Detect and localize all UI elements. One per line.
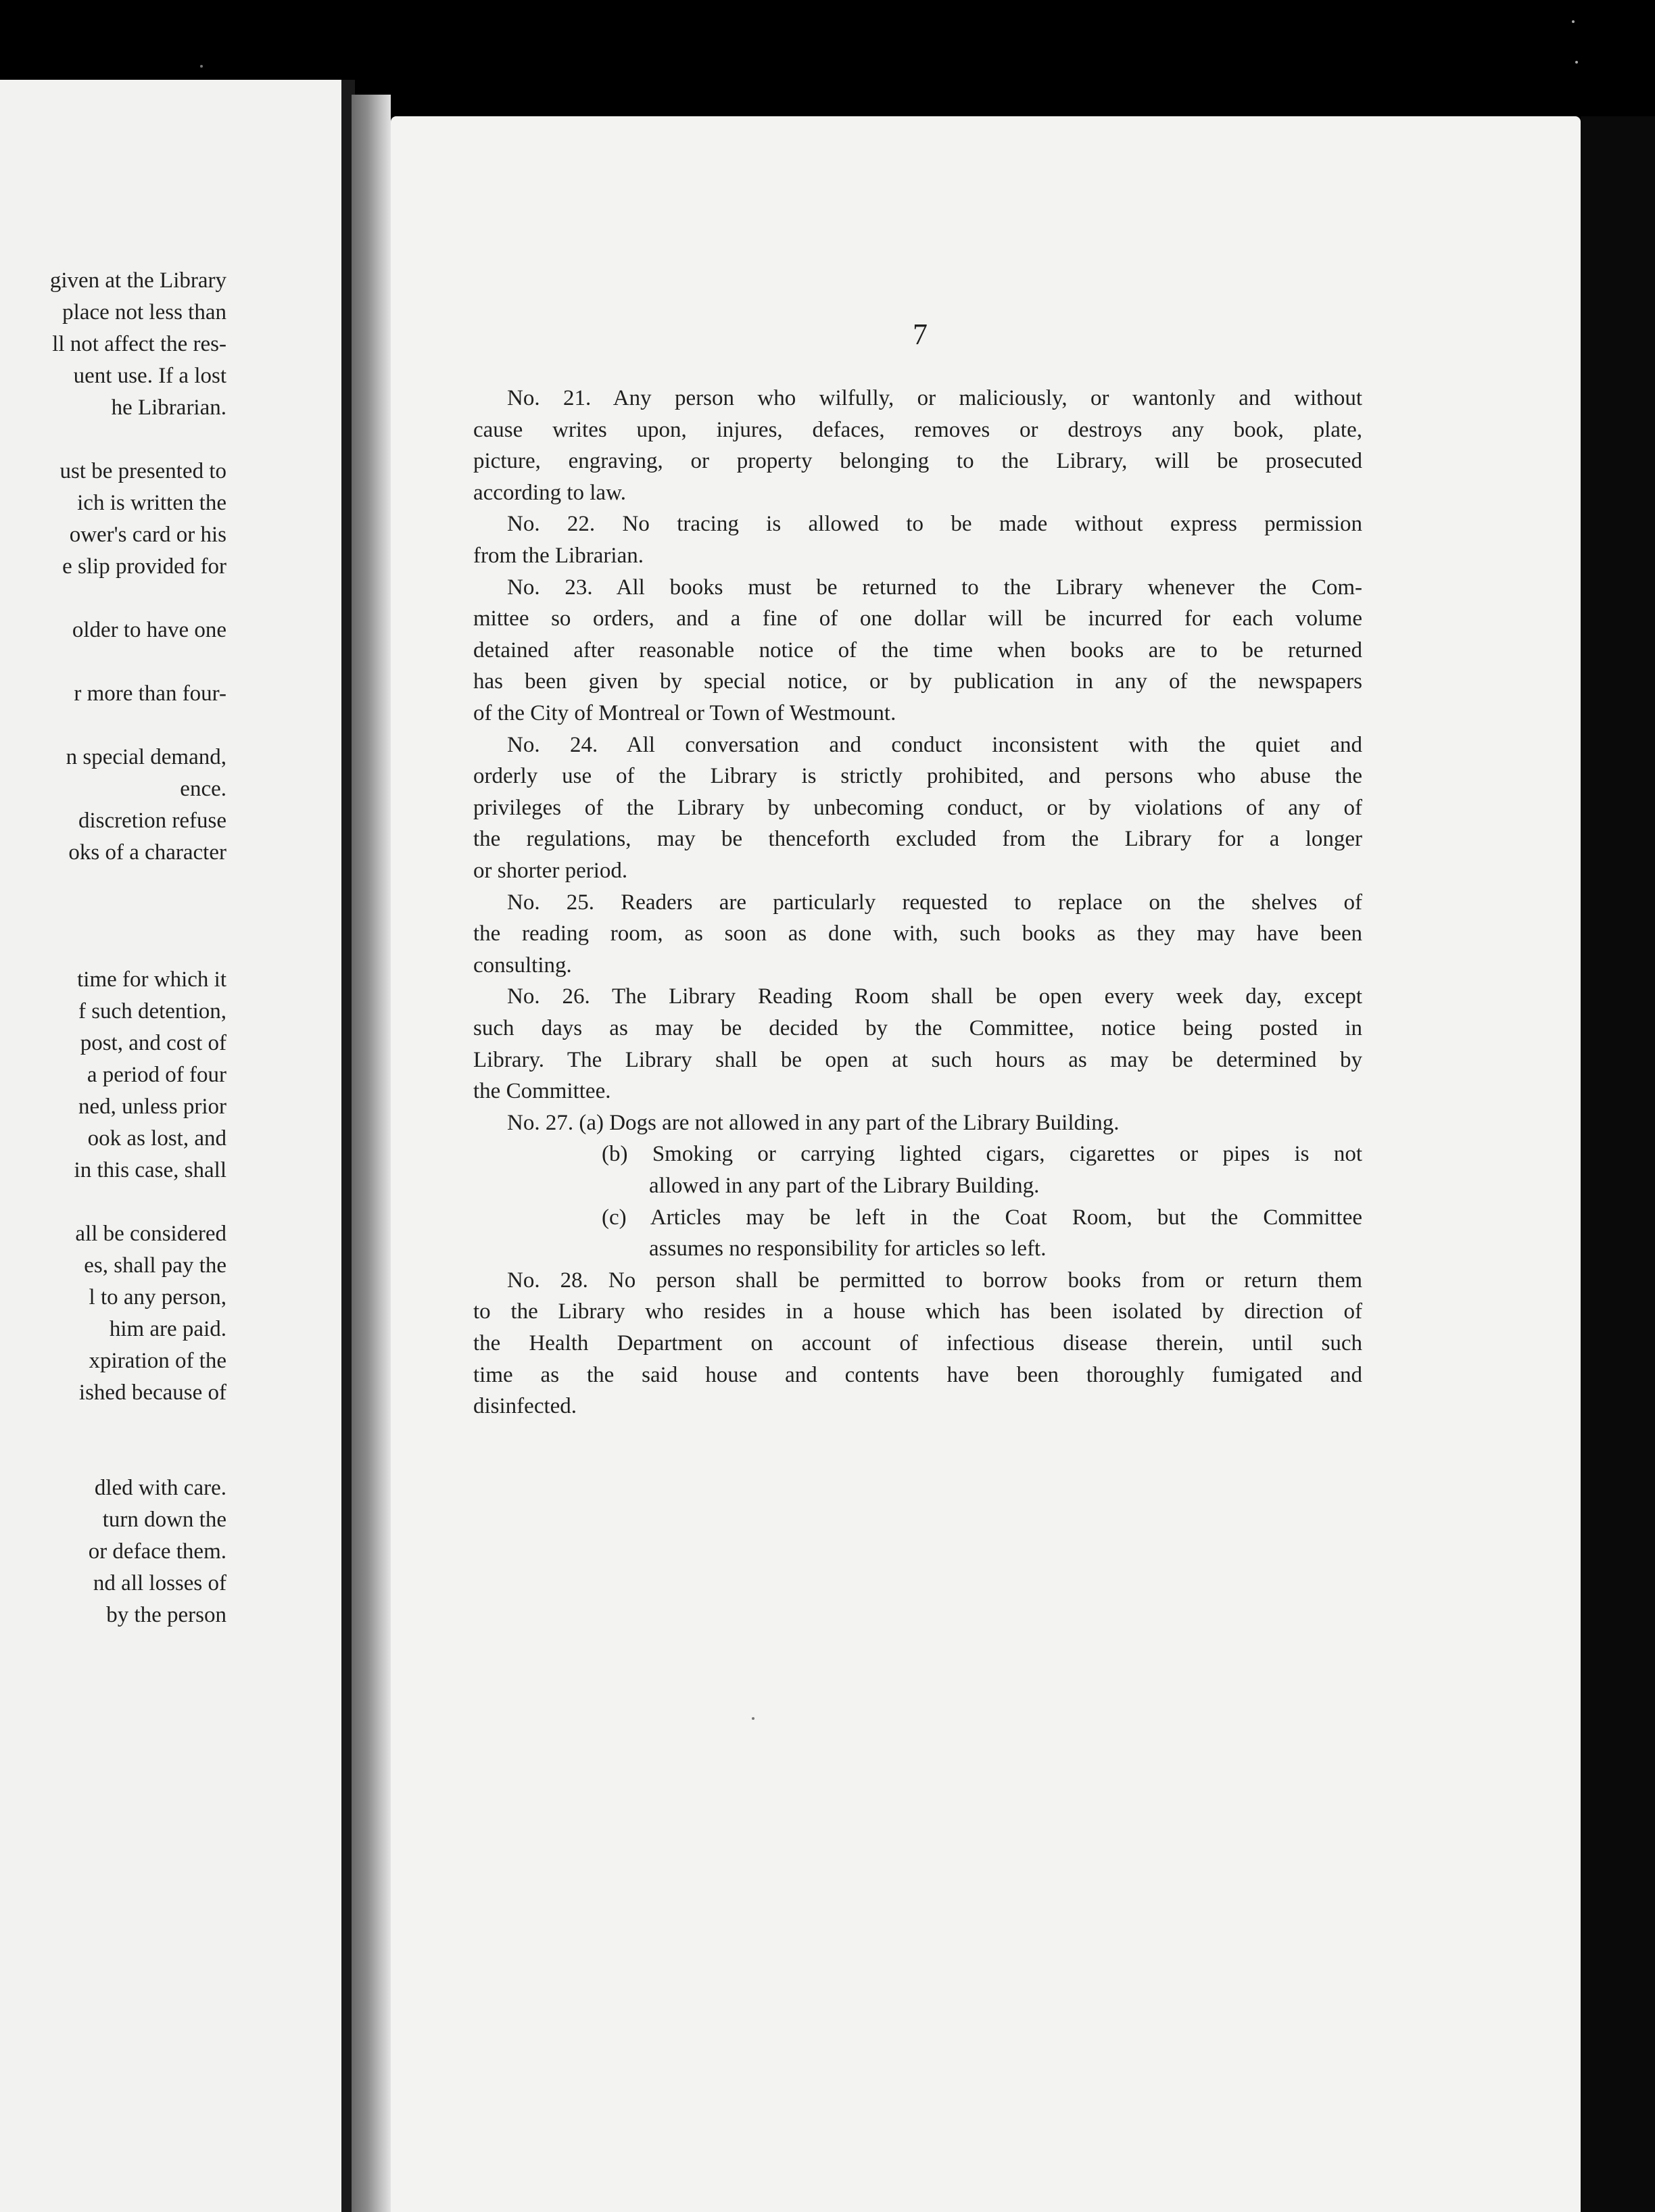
left-page-line: oks of a character (68, 840, 226, 865)
right-page-line: No. 26. The Library Reading Room shall be open every week day, except (507, 984, 1362, 1009)
speck (200, 65, 203, 68)
left-page-line: n special demand, (66, 745, 226, 769)
left-page-line: a period of four (87, 1063, 226, 1087)
right-page-line: allowed in any part of the Library Building. (649, 1174, 1040, 1198)
left-page (0, 80, 341, 2212)
left-page-line: post, and cost of (80, 1031, 226, 1055)
right-page-line: has been given by special notice, or by publication in any of the newspapers (473, 669, 1362, 694)
right-page-line: consulting. (473, 953, 572, 978)
right-page-line: No. 21. Any person who wilfully, or maliciously, or wantonly and without (507, 386, 1362, 410)
left-page-line: ished because of (78, 1380, 226, 1405)
left-page-line: all be considered (75, 1222, 226, 1246)
right-page-line: time as the said house and contents have been thoroughly fumigated and (473, 1362, 1362, 1387)
left-page-line: e slip provided for (62, 554, 226, 579)
left-page-line: discretion refuse (78, 809, 226, 833)
right-page-line: No. 22. No tracing is allowed to be made without express permission (507, 512, 1362, 537)
page-edge-background (1581, 116, 1655, 2212)
left-page-line: by the person (106, 1603, 226, 1627)
left-page-line: dled with care. (94, 1476, 226, 1500)
left-page-line: ned, unless prior (78, 1095, 226, 1119)
left-page-line: ower's card or his (69, 523, 226, 547)
left-page-line: turn down the (102, 1508, 226, 1532)
left-page-line: given at the Library (49, 268, 226, 293)
right-page-line: the reading room, as soon as done with, such books as they may have been (473, 921, 1362, 946)
left-page-line: ich is written the (77, 491, 226, 515)
right-page-line: No. 25. Readers are particularly requested to replace on the shelves of (507, 890, 1362, 915)
speck (1572, 20, 1575, 23)
right-page-line: No. 23. All books must be returned to the Library whenever the Com- (507, 575, 1362, 600)
right-page-line: disinfected. (473, 1394, 577, 1419)
right-page-line: of the City of Montreal or Town of Westmount. (473, 701, 896, 725)
right-page-line: detained after reasonable notice of the time when books are to be returned (473, 638, 1362, 663)
right-page-line: cause writes upon, injures, defaces, removes or destroys any book, plate, (473, 417, 1362, 442)
binding-gutter (352, 95, 391, 2212)
right-page-line: picture, engraving, or property belonging to the Library, will be prosecuted (473, 449, 1362, 474)
right-page-line: (c) Articles may be left in the Coat Room, but the Committee (602, 1205, 1362, 1230)
right-page-line: privileges of the Library by unbecoming conduct, or by violations of any of (473, 795, 1362, 820)
left-page-line: ook as lost, and (87, 1126, 226, 1151)
left-page-line: l to any person, (89, 1285, 226, 1309)
right-page-line: the Committee. (473, 1079, 611, 1104)
right-page-line: mittee so orders, and a fine of one dollar will be incurred for each volume (473, 606, 1362, 631)
left-page-line: in this case, shall (74, 1158, 226, 1182)
left-page-line: r more than four- (74, 681, 226, 706)
left-page-line: ence. (180, 777, 226, 801)
speck (752, 1717, 754, 1720)
left-page-line: him are paid. (109, 1317, 226, 1341)
left-page-line: time for which it (77, 967, 226, 992)
right-page-line: No. 24. All conversation and conduct inconsistent with the quiet and (507, 732, 1362, 757)
left-page-line: older to have one (72, 618, 226, 642)
right-page-line: orderly use of the Library is strictly prohibited, and persons who abuse the (473, 764, 1362, 789)
right-page-line: assumes no responsibility for articles so left. (649, 1236, 1047, 1261)
right-page-line: No. 27. (a) Dogs are not allowed in any part of the Library Building. (507, 1110, 1120, 1135)
page-number: 7 (913, 318, 928, 351)
right-page-line: to the Library who resides in a house which has been isolated by direction of (473, 1299, 1362, 1324)
speck (1575, 61, 1578, 64)
right-page-line: from the Librarian. (473, 544, 644, 568)
right-page-line: such days as may be decided by the Committee, notice being posted in (473, 1016, 1362, 1040)
left-page-line: ust be presented to (59, 459, 226, 483)
left-page-line: or deface them. (88, 1539, 226, 1564)
left-page-line: f such detention, (78, 999, 226, 1024)
right-page-line: the Health Department on account of infectious disease therein, until such (473, 1331, 1362, 1355)
right-page-line: (b) Smoking or carrying lighted cigars, cigarettes or pipes is not (602, 1142, 1362, 1167)
left-page-line: nd all losses of (93, 1571, 226, 1595)
left-page-line: uent use. If a lost (73, 364, 226, 388)
left-page-line: he Librarian. (111, 395, 226, 420)
right-page-line: the regulations, may be thenceforth excluded from the Library for a longer (473, 827, 1362, 852)
right-page-line: according to law. (473, 480, 627, 505)
left-page-line: xpiration of the (89, 1349, 226, 1373)
left-page-line: es, shall pay the (84, 1253, 226, 1278)
right-page-line: Library. The Library shall be open at such hours as may be determined by (473, 1047, 1362, 1072)
left-page-line: ll not affect the res- (52, 332, 226, 356)
right-page-line: No. 28. No person shall be permitted to borrow books from or return them (507, 1268, 1362, 1293)
left-page-line: place not less than (62, 300, 226, 324)
right-page-line: or shorter period. (473, 859, 628, 883)
